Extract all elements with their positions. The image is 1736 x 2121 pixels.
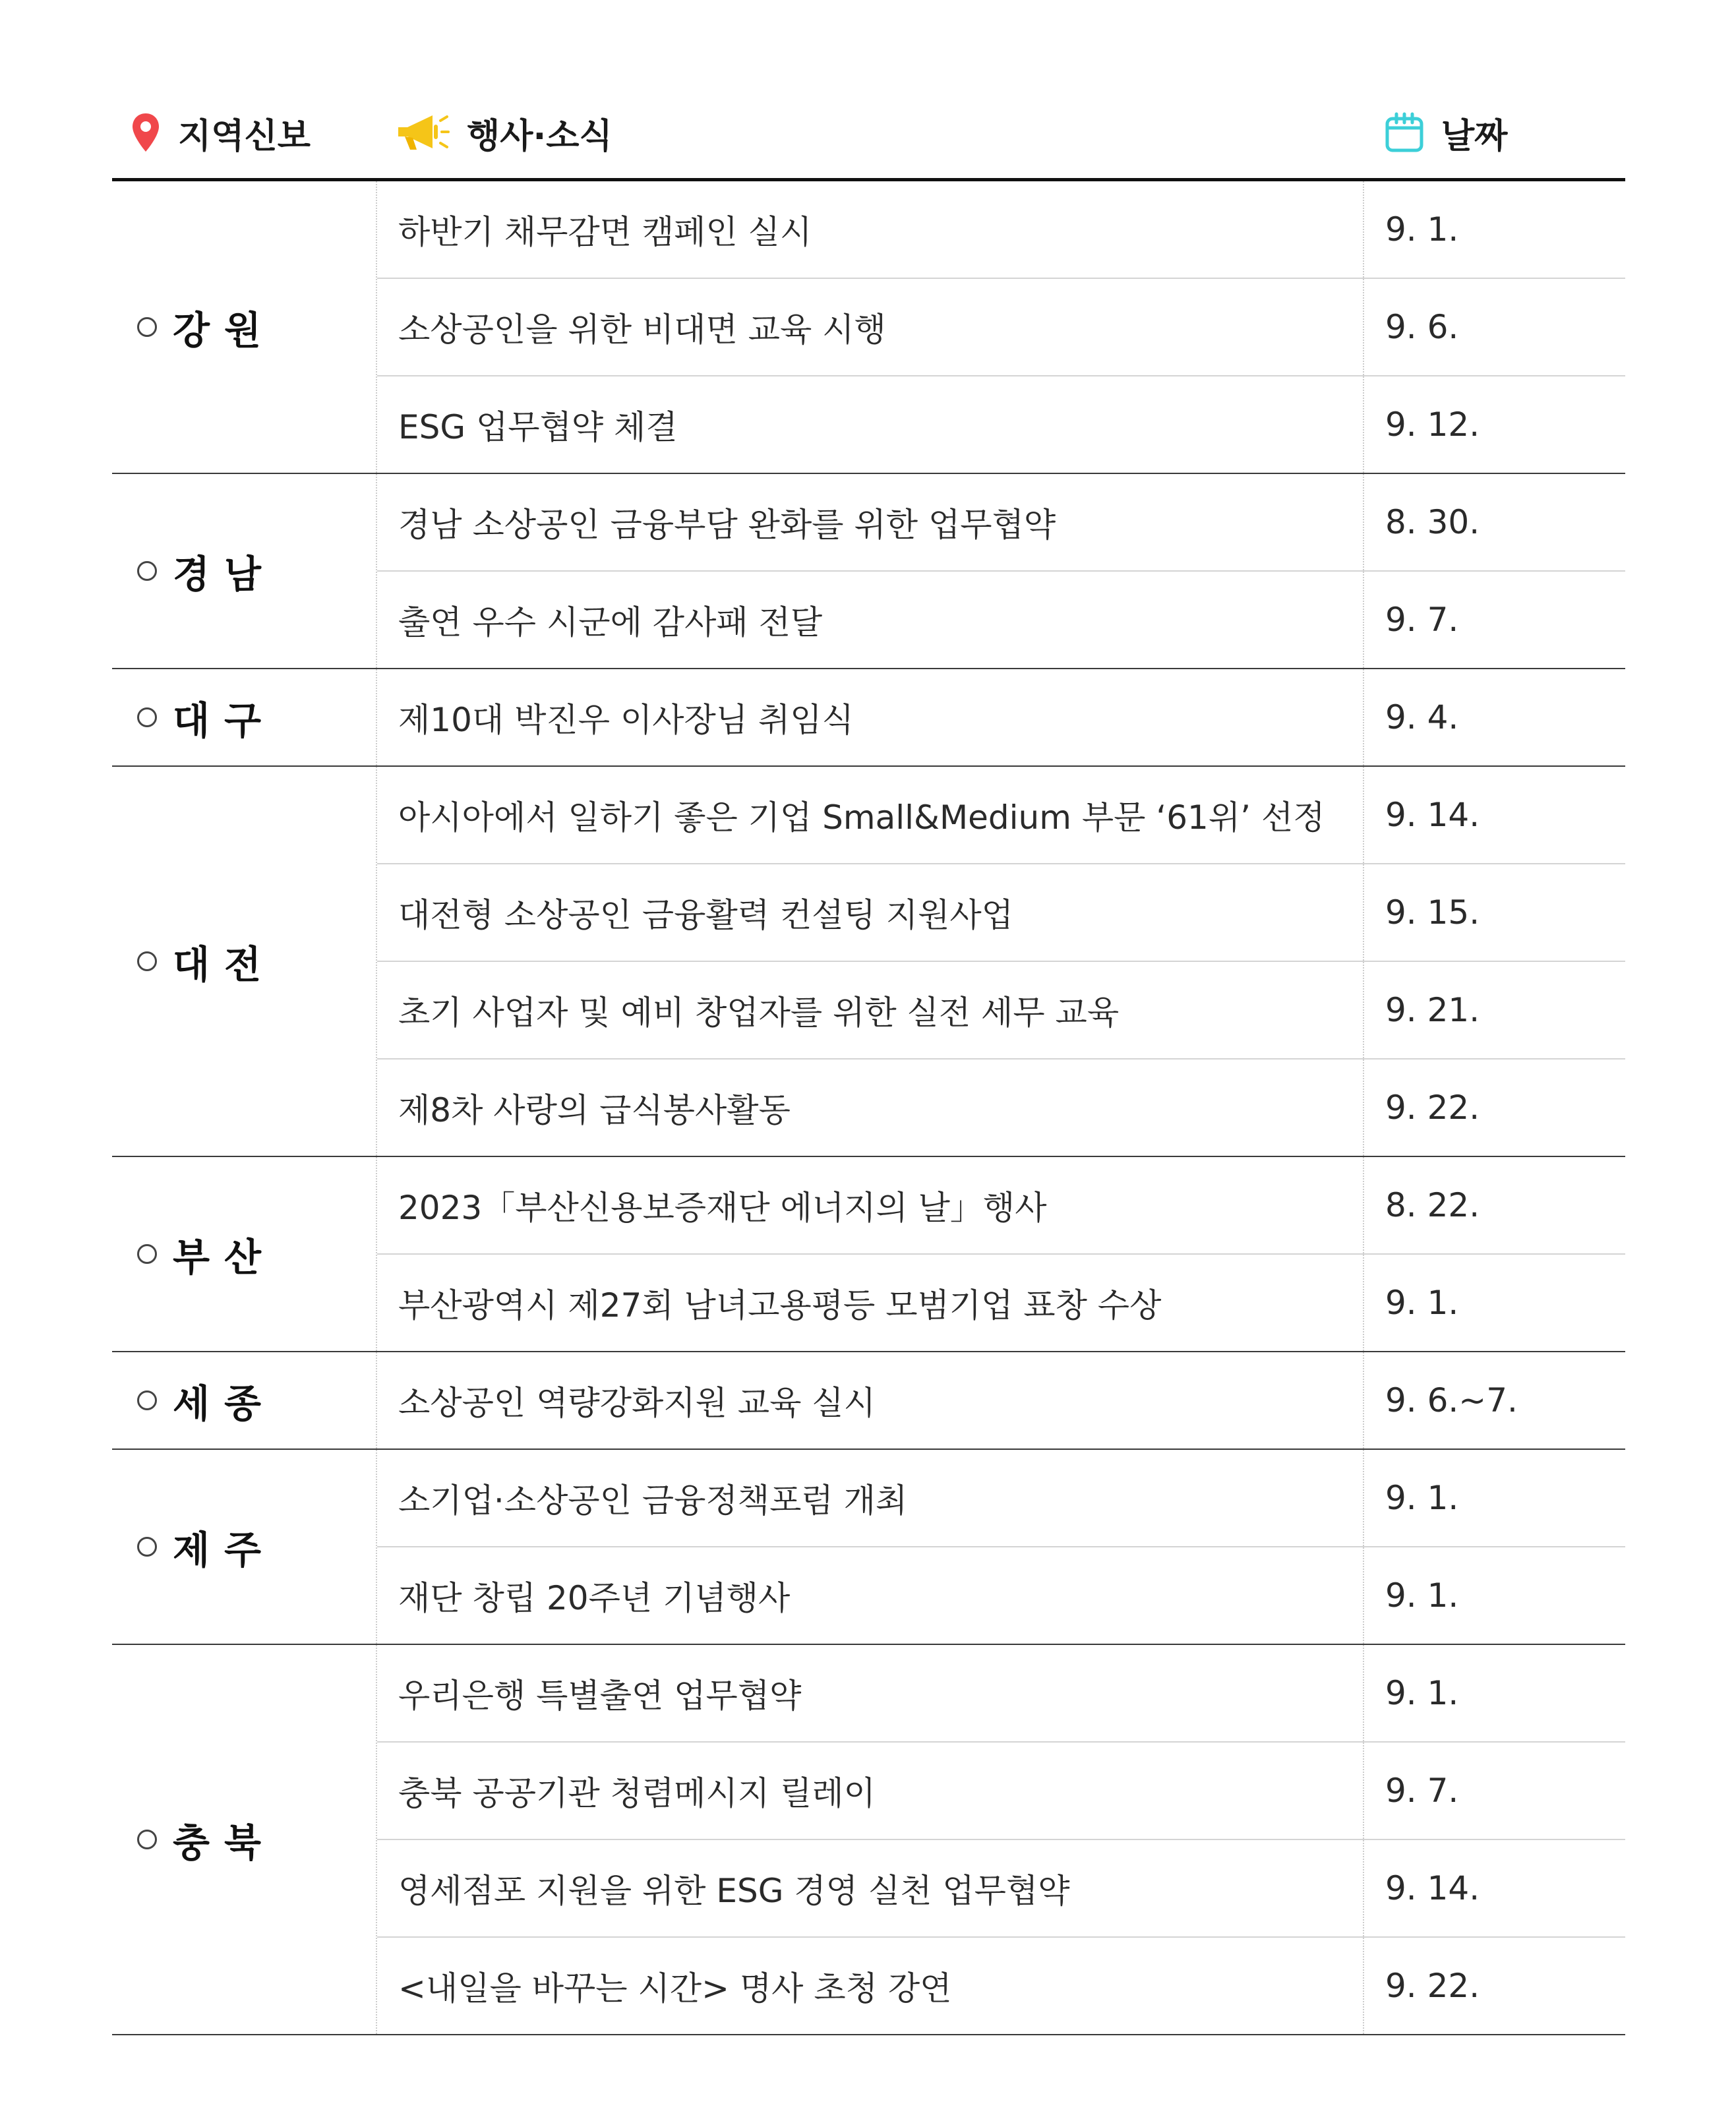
event-date: 9. 1. xyxy=(1385,1576,1459,1615)
region-header-label: 지역신보 xyxy=(178,116,311,156)
region-group xyxy=(112,767,1625,1157)
table-row xyxy=(377,1060,1625,1156)
region-group xyxy=(112,474,1625,669)
event-date: 9. 22. xyxy=(1385,1089,1480,1127)
event-title: 하반기 채무감면 캠페인 실시 xyxy=(377,181,1364,278)
event-title: 충북 공공기관 청렴메시지 릴레이 xyxy=(377,1743,1364,1839)
table-row xyxy=(377,1352,1625,1449)
table-row xyxy=(377,1645,1625,1743)
table-row xyxy=(377,1938,1625,2034)
circle-bullet-icon xyxy=(137,1244,157,1264)
table-row xyxy=(377,1547,1625,1644)
circle-bullet-icon xyxy=(137,1830,157,1849)
map-pin-icon xyxy=(131,112,161,153)
event-title: 재단 창립 20주년 기념행사 xyxy=(377,1547,1364,1644)
table-row xyxy=(377,376,1625,473)
region-name: 경남 xyxy=(173,552,276,597)
circle-bullet-icon xyxy=(137,317,157,337)
circle-bullet-icon xyxy=(137,1390,157,1410)
table-row xyxy=(377,1743,1625,1840)
event-date: 9. 14. xyxy=(1385,796,1480,834)
region-group xyxy=(112,669,1625,767)
table-row xyxy=(377,572,1625,668)
date-column-header xyxy=(1385,111,1507,154)
event-title: 소상공인을 위한 비대면 교육 시행 xyxy=(377,279,1364,375)
event-date: 9. 21. xyxy=(1385,991,1480,1029)
circle-bullet-icon xyxy=(137,951,157,971)
event-date: 9. 15. xyxy=(1385,893,1480,932)
event-date: 9. 6.~7. xyxy=(1385,1381,1518,1419)
megaphone-icon xyxy=(396,111,450,154)
regional-news-table xyxy=(112,89,1625,2035)
table-row xyxy=(377,1450,1625,1547)
table-header xyxy=(112,89,1625,181)
event-title: 경남 소상공인 금융부담 완화를 위한 업무협약 xyxy=(377,474,1364,570)
region-group xyxy=(112,1157,1625,1352)
event-title: 아시아에서 일하기 좋은 기업 Small&Medium 부문 ‘61위’ 선정 xyxy=(377,767,1364,863)
event-title: 소기업·소상공인 금융정책포럼 개최 xyxy=(377,1450,1364,1546)
event-date: 9. 6. xyxy=(1385,308,1459,346)
event-rows xyxy=(377,1352,1625,1449)
region-cell xyxy=(112,181,377,473)
region-cell xyxy=(112,767,377,1156)
event-title: <내일을 바꾸는 시간> 명사 초청 강연 xyxy=(377,1938,1364,2034)
region-name: 대전 xyxy=(173,942,276,987)
table-row xyxy=(377,864,1625,962)
date-header-label: 날짜 xyxy=(1441,116,1508,156)
region-cell xyxy=(112,669,377,765)
region-cell xyxy=(112,474,377,668)
event-title: 영세점포 지원을 위한 ESG 경영 실천 업무협약 xyxy=(377,1840,1364,1936)
calendar-icon xyxy=(1385,112,1424,153)
event-header-label: 행사·소식 xyxy=(467,116,613,156)
event-title: 2023「부산신용보증재단 에너지의 날」행사 xyxy=(377,1157,1364,1253)
event-date: 9. 7. xyxy=(1385,601,1459,639)
event-title: 출연 우수 시군에 감사패 전달 xyxy=(377,572,1364,668)
region-cell xyxy=(112,1352,377,1449)
circle-bullet-icon xyxy=(137,707,157,727)
region-column-header xyxy=(131,111,311,154)
event-title: ESG 업무협약 체결 xyxy=(377,376,1364,473)
region-group xyxy=(112,181,1625,474)
table-row xyxy=(377,474,1625,572)
event-title: 우리은행 특별출연 업무협약 xyxy=(377,1645,1364,1741)
region-cell xyxy=(112,1645,377,2034)
table-row xyxy=(377,1840,1625,1938)
event-date: 9. 7. xyxy=(1385,1772,1459,1810)
event-date: 9. 12. xyxy=(1385,405,1480,444)
event-rows xyxy=(377,1645,1625,2034)
circle-bullet-icon xyxy=(137,1537,157,1557)
event-rows xyxy=(377,1157,1625,1351)
region-cell xyxy=(112,1450,377,1644)
region-name: 대구 xyxy=(173,698,276,743)
event-rows xyxy=(377,1450,1625,1644)
table-row xyxy=(377,767,1625,864)
event-date: 9. 1. xyxy=(1385,1479,1459,1517)
table-row xyxy=(377,1255,1625,1351)
event-title: 대전형 소상공인 금융활력 컨설팅 지원사업 xyxy=(377,864,1364,961)
circle-bullet-icon xyxy=(137,561,157,581)
table-row xyxy=(377,962,1625,1060)
region-group xyxy=(112,1450,1625,1645)
event-date: 9. 1. xyxy=(1385,210,1459,249)
event-rows xyxy=(377,669,1625,765)
event-title: 소상공인 역량강화지원 교육 실시 xyxy=(377,1352,1364,1449)
event-date: 9. 1. xyxy=(1385,1284,1459,1322)
region-group xyxy=(112,1645,1625,2035)
event-rows xyxy=(377,181,1625,473)
event-date: 8. 22. xyxy=(1385,1186,1480,1224)
table-row xyxy=(377,279,1625,376)
event-rows xyxy=(377,474,1625,668)
event-date: 9. 22. xyxy=(1385,1967,1480,2005)
event-title: 초기 사업자 및 예비 창업자를 위한 실전 세무 교육 xyxy=(377,962,1364,1058)
event-title: 제10대 박진우 이사장님 취임식 xyxy=(377,669,1364,765)
event-date: 9. 1. xyxy=(1385,1674,1459,1712)
event-title: 제8차 사랑의 급식봉사활동 xyxy=(377,1060,1364,1156)
event-date: 8. 30. xyxy=(1385,503,1480,541)
region-name: 충북 xyxy=(173,1820,276,1865)
table-row xyxy=(377,181,1625,279)
table-body xyxy=(112,181,1625,2035)
event-title: 부산광역시 제27회 남녀고용평등 모범기업 표창 수상 xyxy=(377,1255,1364,1351)
table-row xyxy=(377,669,1625,765)
region-name: 제주 xyxy=(173,1528,276,1572)
region-name: 부산 xyxy=(173,1235,276,1280)
event-column-header xyxy=(396,111,613,154)
region-cell xyxy=(112,1157,377,1351)
event-date: 9. 14. xyxy=(1385,1869,1480,1907)
region-name: 세종 xyxy=(173,1381,276,1426)
event-rows xyxy=(377,767,1625,1156)
event-date: 9. 4. xyxy=(1385,698,1459,736)
region-group xyxy=(112,1352,1625,1450)
region-name: 강원 xyxy=(173,308,276,353)
table-row xyxy=(377,1157,1625,1255)
